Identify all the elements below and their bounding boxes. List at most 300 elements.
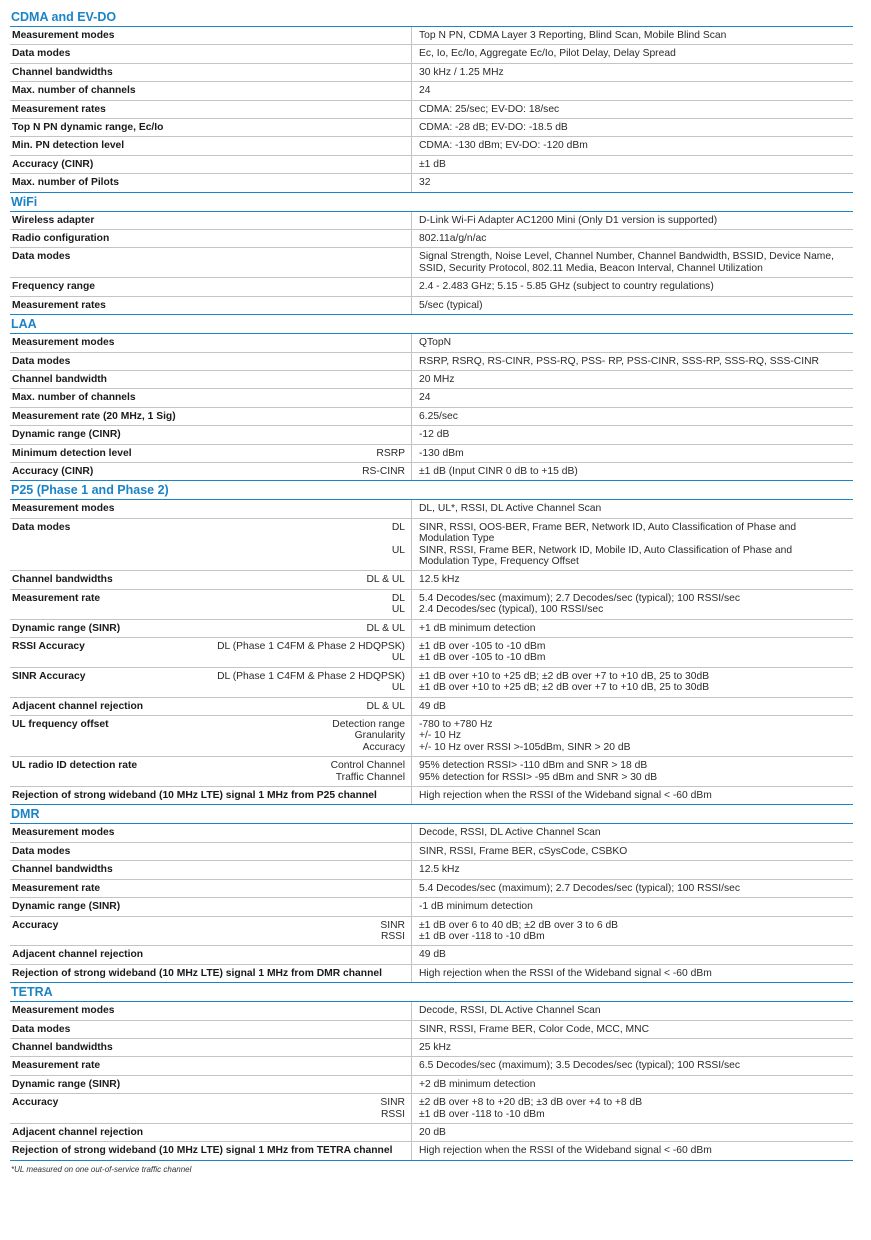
spec-value-cell <box>412 248 853 277</box>
spec-row <box>10 1076 853 1094</box>
spec-value: 12.5 kHz <box>419 864 460 876</box>
spec-label: Frequency range <box>12 281 95 293</box>
spec-value-cell <box>412 824 853 841</box>
spec-value-cell <box>412 1124 853 1141</box>
spec-label: Measurement modes <box>12 503 115 515</box>
spec-label-cell <box>10 1124 412 1141</box>
spec-label: Adjacent channel rejection <box>12 949 144 961</box>
spec-row <box>10 137 853 155</box>
spec-label-cell <box>10 1076 412 1093</box>
spec-row <box>10 519 853 572</box>
spec-value-cell <box>412 230 853 247</box>
spec-sublabels <box>380 1097 405 1120</box>
spec-label: Measurement rate <box>12 882 101 894</box>
spec-value: 24 <box>419 392 431 404</box>
spec-value: Top N PN, CDMA Layer 3 Reporting, Blind Scan, Mobile Blind Scan <box>419 30 727 41</box>
spec-sublabels <box>332 719 405 753</box>
spec-label-cell <box>10 500 412 517</box>
spec-value-cell <box>412 278 853 295</box>
spec-value: 20 MHz <box>419 373 455 385</box>
spec-sublabel: RSRP <box>376 447 405 459</box>
spec-label: Accuracy (CINR) <box>12 158 94 170</box>
section-title: LAA <box>10 315 853 334</box>
spec-value-cell <box>412 519 853 571</box>
spec-sublabel: DL (Phase 1 C4FM & Phase 2 HDQPSK) <box>217 670 405 682</box>
spec-label: Measurement modes <box>12 337 115 349</box>
spec-value: Ec, Io, Ec/Io, Aggregate Ec/Io, Pilot Delay, Delay Spread <box>419 48 676 60</box>
spec-label-cell <box>10 571 412 588</box>
spec-value: Modulation Type, Frequency Offset <box>419 555 579 567</box>
spec-value-cell <box>412 500 853 517</box>
spec-value: 95% detection RSSI> -110 dBm and SNR > 18 dB <box>419 760 648 772</box>
spec-row <box>10 861 853 879</box>
spec-sublabel: UL <box>391 652 405 664</box>
spec-row <box>10 571 853 589</box>
spec-value: -130 dBm <box>419 447 464 459</box>
spec-row <box>10 843 853 861</box>
spec-label: Dynamic range (SINR) <box>12 901 121 913</box>
spec-label-cell <box>10 880 412 897</box>
spec-sublabels <box>331 760 405 783</box>
spec-row <box>10 620 853 638</box>
spec-label-cell <box>10 1039 412 1056</box>
spec-sublabel: DL & UL <box>366 574 405 586</box>
spec-value: ±1 dB <box>419 158 446 170</box>
spec-value: High rejection when the RSSI of the Wideband signal < -60 dBm <box>419 1145 712 1157</box>
spec-value: 20 dB <box>419 1126 446 1138</box>
spec-value: 49 dB <box>419 700 446 712</box>
spec-label: Minimum detection level <box>12 447 132 459</box>
spec-label-cell <box>10 1142 412 1159</box>
spec-value: QTopN <box>419 337 452 349</box>
spec-label-cell <box>10 519 412 571</box>
spec-row <box>10 946 853 964</box>
spec-label: Rejection of strong wideband (10 MHz LTE) signal 1 MHz from DMR channel <box>12 967 382 979</box>
spec-value: RSRP, RSRQ, RS-CINR, PSS-RQ, PSS- RP, PSS-CINR, SSS-RP, SSS-RQ, SSS-CINR <box>419 355 819 367</box>
spec-label: SINR Accuracy <box>12 670 86 682</box>
spec-label-cell <box>10 843 412 860</box>
spec-value-cell <box>412 119 853 136</box>
spec-value: High rejection when the RSSI of the Wideband signal < -60 dBm <box>419 790 712 802</box>
spec-label-cell <box>10 334 412 351</box>
spec-sublabels <box>362 466 405 477</box>
spec-label: Rejection of strong wideband (10 MHz LTE) signal 1 MHz from TETRA channel <box>12 1145 393 1157</box>
spec-row <box>10 638 853 668</box>
spec-value: High rejection when the RSSI of the Wideband signal < -60 dBm <box>419 967 712 979</box>
spec-value-cell <box>412 898 853 915</box>
spec-label-cell <box>10 174 412 191</box>
spec-label-cell <box>10 101 412 118</box>
spec-sublabel: DL <box>391 592 405 604</box>
spec-label-cell <box>10 353 412 370</box>
spec-value-cell <box>412 946 853 963</box>
spec-label-cell <box>10 917 412 946</box>
spec-label-cell <box>10 45 412 62</box>
spec-sublabel: DL & UL <box>366 700 405 712</box>
spec-row <box>10 1094 853 1124</box>
spec-row <box>10 463 853 481</box>
spec-row <box>10 1021 853 1039</box>
spec-value-cell <box>412 82 853 99</box>
spec-value-cell <box>412 156 853 173</box>
spec-label-cell <box>10 371 412 388</box>
spec-label-cell <box>10 27 412 44</box>
spec-label: Measurement rates <box>12 103 106 115</box>
spec-value-cell <box>412 1076 853 1093</box>
spec-row <box>10 230 853 248</box>
spec-label-cell <box>10 463 412 480</box>
spec-row <box>10 297 853 315</box>
spec-value: D-Link Wi-Fi Adapter AC1200 Mini (Only D1 version is supported) <box>419 214 718 226</box>
spec-value: +1 dB minimum detection <box>419 622 536 634</box>
spec-row <box>10 898 853 916</box>
spec-value: SINR, RSSI, Frame BER, cSysCode, CSBKO <box>419 845 628 857</box>
spec-label: Measurement modes <box>12 30 115 41</box>
spec-label: Accuracy <box>12 919 59 931</box>
spec-value: ±1 dB over +10 to +25 dB; ±2 dB over +7 to +10 dB, 25 to 30dB <box>419 670 710 682</box>
spec-value: DL, UL*, RSSI, DL Active Channel Scan <box>419 503 602 515</box>
spec-label-cell <box>10 64 412 81</box>
spec-value-cell <box>412 620 853 637</box>
spec-value: ±1 dB (Input CINR 0 dB to +15 dB) <box>419 465 578 477</box>
spec-row <box>10 698 853 716</box>
spec-value-cell <box>412 1039 853 1056</box>
spec-value-cell <box>412 1094 853 1123</box>
spec-value: 5/sec (typical) <box>419 299 483 311</box>
spec-value-cell <box>412 64 853 81</box>
spec-label: Data modes <box>12 845 71 857</box>
spec-label-cell <box>10 965 412 982</box>
spec-value: Decode, RSSI, DL Active Channel Scan <box>419 1005 601 1017</box>
spec-value: 5.4 Decodes/sec (maximum); 2.7 Decodes/sec (typical); 100 RSSI/sec <box>419 592 741 604</box>
spec-row <box>10 880 853 898</box>
spec-label-cell <box>10 278 412 295</box>
spec-row <box>10 408 853 426</box>
spec-value: Signal Strength, Noise Level, Channel Number, Channel Bandwidth, BSSID, Device Name, SSID, Security Protocol, 802.11 Media, Beacon Interval, Channel Utilization <box>419 251 834 274</box>
spec-row <box>10 1039 853 1057</box>
spec-value: 5.4 Decodes/sec (maximum); 2.7 Decodes/sec (typical); 100 RSSI/sec <box>419 882 741 894</box>
spec-label-cell <box>10 156 412 173</box>
spec-sublabels <box>392 522 405 568</box>
spec-value: 2.4 Decodes/sec (typical), 100 RSSI/sec <box>419 604 604 616</box>
spec-value: ±1 dB over +10 to +25 dB; ±2 dB over +7 to +10 dB, 25 to 30dB <box>419 682 710 694</box>
spec-sublabel: DL (Phase 1 C4FM & Phase 2 HDQPSK) <box>217 641 405 652</box>
spec-value-cell <box>412 353 853 370</box>
spec-value-cell <box>412 426 853 443</box>
spec-row <box>10 64 853 82</box>
spec-row <box>10 353 853 371</box>
spec-row <box>10 248 853 278</box>
spec-sublabels <box>380 920 405 943</box>
spec-sublabel <box>392 556 405 567</box>
spec-sublabel: RSSI <box>380 1108 405 1120</box>
spec-label-cell <box>10 824 412 841</box>
spec-value: ±1 dB over -105 to -10 dBm <box>419 652 546 664</box>
spec-label-cell <box>10 297 412 314</box>
spec-label: Adjacent channel rejection <box>12 1126 144 1138</box>
spec-sublabels <box>366 701 405 712</box>
spec-row <box>10 668 853 698</box>
spec-label: Min. PN detection level <box>12 140 125 152</box>
spec-label: Data modes <box>12 1023 71 1035</box>
spec-sublabel: DL <box>391 521 405 533</box>
spec-value: 30 kHz / 1.25 MHz <box>419 66 504 78</box>
spec-row <box>10 445 853 463</box>
spec-value: 2.4 - 2.483 GHz; 5.15 - 5.85 GHz (subject to country regulations) <box>419 281 714 293</box>
spec-row <box>10 716 853 757</box>
section-title: WiFi <box>10 193 853 212</box>
spec-label: Measurement modes <box>12 1005 115 1017</box>
spec-sublabel: RSSI <box>380 930 405 942</box>
spec-value-cell <box>412 1057 853 1074</box>
spec-row <box>10 371 853 389</box>
spec-value: +/- 10 Hz over RSSI >-105dBm, SINR > 20 dB <box>419 741 631 753</box>
spec-sublabel: Detection range <box>332 719 405 731</box>
spec-row <box>10 27 853 45</box>
spec-row <box>10 101 853 119</box>
spec-value-cell <box>412 27 853 44</box>
spec-label-cell <box>10 82 412 99</box>
spec-value: 6.25/sec <box>419 410 458 422</box>
spec-value: ±2 dB over +8 to +20 dB; ±3 dB over +4 to +8 dB <box>419 1097 643 1109</box>
spec-value: ±1 dB over -105 to -10 dBm <box>419 641 546 652</box>
spec-row <box>10 787 853 805</box>
spec-label-cell <box>10 620 412 637</box>
spec-value: CDMA: -28 dB; EV-DO: -18.5 dB <box>419 122 568 134</box>
spec-row <box>10 426 853 444</box>
spec-value: -12 dB <box>419 429 450 441</box>
spec-label: RSSI Accuracy <box>12 641 85 652</box>
spec-label-cell <box>10 1057 412 1074</box>
spec-value: +/- 10 Hz <box>419 730 462 742</box>
spec-sublabel: UL <box>391 544 405 556</box>
spec-value-cell <box>412 861 853 878</box>
spec-value: SINR, RSSI, OOS-BER, Frame BER, Network ID, Auto Classification of Phase and <box>419 521 797 533</box>
spec-value: -780 to +780 Hz <box>419 719 493 731</box>
spec-row <box>10 917 853 947</box>
section-title: P25 (Phase 1 and Phase 2) <box>10 481 853 500</box>
spec-label-cell <box>10 1002 412 1019</box>
spec-value: ±1 dB over -118 to -10 dBm <box>419 1108 545 1120</box>
spec-value-cell <box>412 757 853 786</box>
spec-label: Channel bandwidths <box>12 864 113 876</box>
spec-value-cell <box>412 371 853 388</box>
spec-value-cell <box>412 212 853 229</box>
spec-label: Channel bandwidths <box>12 1041 113 1053</box>
spec-label-cell <box>10 212 412 229</box>
spec-row <box>10 1002 853 1020</box>
spec-row <box>10 824 853 842</box>
spec-label-cell <box>10 248 412 277</box>
spec-label-cell <box>10 638 412 667</box>
spec-label: Measurement rate <box>12 1060 101 1072</box>
spec-row <box>10 278 853 296</box>
spec-label: Dynamic range (SINR) <box>12 622 121 634</box>
spec-label: Data modes <box>12 355 71 367</box>
spec-value-cell <box>412 408 853 425</box>
spec-label: Max. number of channels <box>12 392 136 404</box>
section-title: TETRA <box>10 983 853 1002</box>
spec-label: UL frequency offset <box>12 719 109 731</box>
spec-label-cell <box>10 119 412 136</box>
spec-sublabel: UL <box>391 682 405 694</box>
spec-label-cell <box>10 668 412 697</box>
spec-label-cell <box>10 426 412 443</box>
spec-value: 25 kHz <box>419 1041 452 1053</box>
spec-value-cell <box>412 590 853 619</box>
spec-label: Wireless adapter <box>12 214 95 226</box>
spec-value: 95% detection for RSSI> -95 dBm and SNR > 30 dB <box>419 771 658 783</box>
spec-value-cell <box>412 463 853 480</box>
spec-sublabel: SINR <box>380 919 405 931</box>
spec-value: ±1 dB over 6 to 40 dB; ±2 dB over 3 to 6 dB <box>419 919 619 931</box>
spec-label-cell <box>10 137 412 154</box>
spec-row <box>10 212 853 230</box>
spec-sublabel: Granularity <box>354 730 405 742</box>
spec-value: -1 dB minimum detection <box>419 901 533 913</box>
spec-value: 12.5 kHz <box>419 574 460 586</box>
spec-label-cell <box>10 946 412 963</box>
spec-row <box>10 1124 853 1142</box>
spec-value-cell <box>412 571 853 588</box>
spec-row <box>10 965 853 983</box>
spec-value: 802.11a/g/n/ac <box>419 233 487 245</box>
spec-label-cell <box>10 787 412 804</box>
spec-sublabels <box>217 641 405 664</box>
spec-value-cell <box>412 101 853 118</box>
spec-value-cell <box>412 716 853 756</box>
spec-value: 49 dB <box>419 949 446 961</box>
spec-label-cell <box>10 757 412 786</box>
spec-label-cell <box>10 590 412 619</box>
spec-document <box>10 0 853 1161</box>
spec-value-cell <box>412 638 853 667</box>
spec-label-cell <box>10 698 412 715</box>
spec-value: +2 dB minimum detection <box>419 1078 536 1090</box>
spec-value-cell <box>412 843 853 860</box>
spec-row <box>10 590 853 620</box>
spec-sublabel: SINR <box>380 1097 405 1109</box>
spec-label: Data modes <box>12 521 71 533</box>
spec-label: Channel bandwidths <box>12 66 113 78</box>
footnote: *UL measured on one out-of-service traffic channel <box>11 1164 192 1174</box>
spec-label: Data modes <box>12 251 71 263</box>
spec-label: Radio configuration <box>12 233 110 245</box>
spec-row <box>10 156 853 174</box>
spec-value: SINR, RSSI, Frame BER, Network ID, Mobile ID, Auto Classification of Phase and <box>419 544 793 556</box>
spec-sublabel: Control Channel <box>330 760 405 772</box>
spec-value: ±1 dB over -118 to -10 dBm <box>419 930 545 942</box>
section-title: DMR <box>10 805 853 824</box>
spec-label: Rejection of strong wideband (10 MHz LTE) signal 1 MHz from P25 channel <box>12 790 377 802</box>
spec-label: Dynamic range (SINR) <box>12 1078 121 1090</box>
spec-label: Dynamic range (CINR) <box>12 429 121 441</box>
section-title: CDMA and EV-DO <box>10 8 853 27</box>
spec-row <box>10 82 853 100</box>
spec-label-cell <box>10 445 412 462</box>
spec-value-cell <box>412 297 853 314</box>
spec-value: CDMA: -130 dBm; EV-DO: -120 dBm <box>419 140 588 152</box>
spec-sublabels <box>376 448 405 459</box>
spec-value-cell <box>412 389 853 406</box>
spec-label: Channel bandwidths <box>12 574 113 586</box>
spec-sublabels <box>392 593 405 616</box>
spec-label: UL radio ID detection rate <box>12 760 138 772</box>
spec-value-cell <box>412 668 853 697</box>
spec-value-cell <box>412 1142 853 1159</box>
spec-value: CDMA: 25/sec; EV-DO: 18/sec <box>419 103 560 115</box>
spec-sublabel: Traffic Channel <box>335 771 405 783</box>
spec-value-cell <box>412 880 853 897</box>
spec-label: Max. number of channels <box>12 85 136 97</box>
spec-value-cell <box>412 965 853 982</box>
spec-label-cell <box>10 408 412 425</box>
spec-label-cell <box>10 898 412 915</box>
spec-label: Measurement rate <box>12 592 101 604</box>
spec-label: Max. number of Pilots <box>12 177 119 189</box>
spec-sublabel: UL <box>391 604 405 616</box>
spec-label-cell <box>10 1021 412 1038</box>
spec-label: Channel bandwidth <box>12 373 107 385</box>
spec-value-cell <box>412 1002 853 1019</box>
spec-sublabel: DL & UL <box>366 622 405 634</box>
spec-value-cell <box>412 137 853 154</box>
spec-label-cell <box>10 861 412 878</box>
spec-label: Accuracy (CINR) <box>12 465 94 477</box>
spec-label-cell <box>10 1094 412 1123</box>
spec-label-cell <box>10 389 412 406</box>
spec-label: Accuracy <box>12 1097 59 1109</box>
spec-value: SINR, RSSI, Frame BER, Color Code, MCC, MNC <box>419 1023 650 1035</box>
spec-value: 32 <box>419 177 431 189</box>
spec-value-cell <box>412 917 853 946</box>
spec-sublabel: Accuracy <box>362 741 405 753</box>
spec-label: Measurement rate (20 MHz, 1 Sig) <box>12 410 176 422</box>
spec-value: 24 <box>419 85 431 97</box>
spec-value: Modulation Type <box>419 533 495 545</box>
spec-row <box>10 757 853 787</box>
spec-row <box>10 174 853 192</box>
spec-sublabels <box>366 574 405 585</box>
spec-sublabels <box>366 623 405 634</box>
spec-value-cell <box>412 445 853 462</box>
spec-row <box>10 334 853 352</box>
spec-label: Top N PN dynamic range, Ec/Io <box>12 122 164 134</box>
spec-sublabels <box>217 671 405 694</box>
spec-sublabel <box>392 533 405 544</box>
spec-row <box>10 1142 853 1160</box>
spec-value: Decode, RSSI, DL Active Channel Scan <box>419 827 601 839</box>
spec-row <box>10 1057 853 1075</box>
spec-label-cell <box>10 230 412 247</box>
spec-value-cell <box>412 45 853 62</box>
spec-value-cell <box>412 334 853 351</box>
spec-label: Measurement rates <box>12 299 106 311</box>
spec-value-cell <box>412 174 853 191</box>
spec-value: 6.5 Decodes/sec (maximum); 3.5 Decodes/sec (typical); 100 RSSI/sec <box>419 1060 741 1072</box>
spec-sublabel: RS-CINR <box>362 465 405 477</box>
spec-row <box>10 500 853 518</box>
spec-label: Measurement modes <box>12 827 115 839</box>
spec-value-cell <box>412 1021 853 1038</box>
spec-label: Adjacent channel rejection <box>12 700 144 712</box>
spec-row <box>10 45 853 63</box>
spec-value-cell <box>412 787 853 804</box>
spec-value-cell <box>412 698 853 715</box>
spec-row <box>10 119 853 137</box>
spec-label: Data modes <box>12 48 71 60</box>
spec-label-cell <box>10 716 412 756</box>
